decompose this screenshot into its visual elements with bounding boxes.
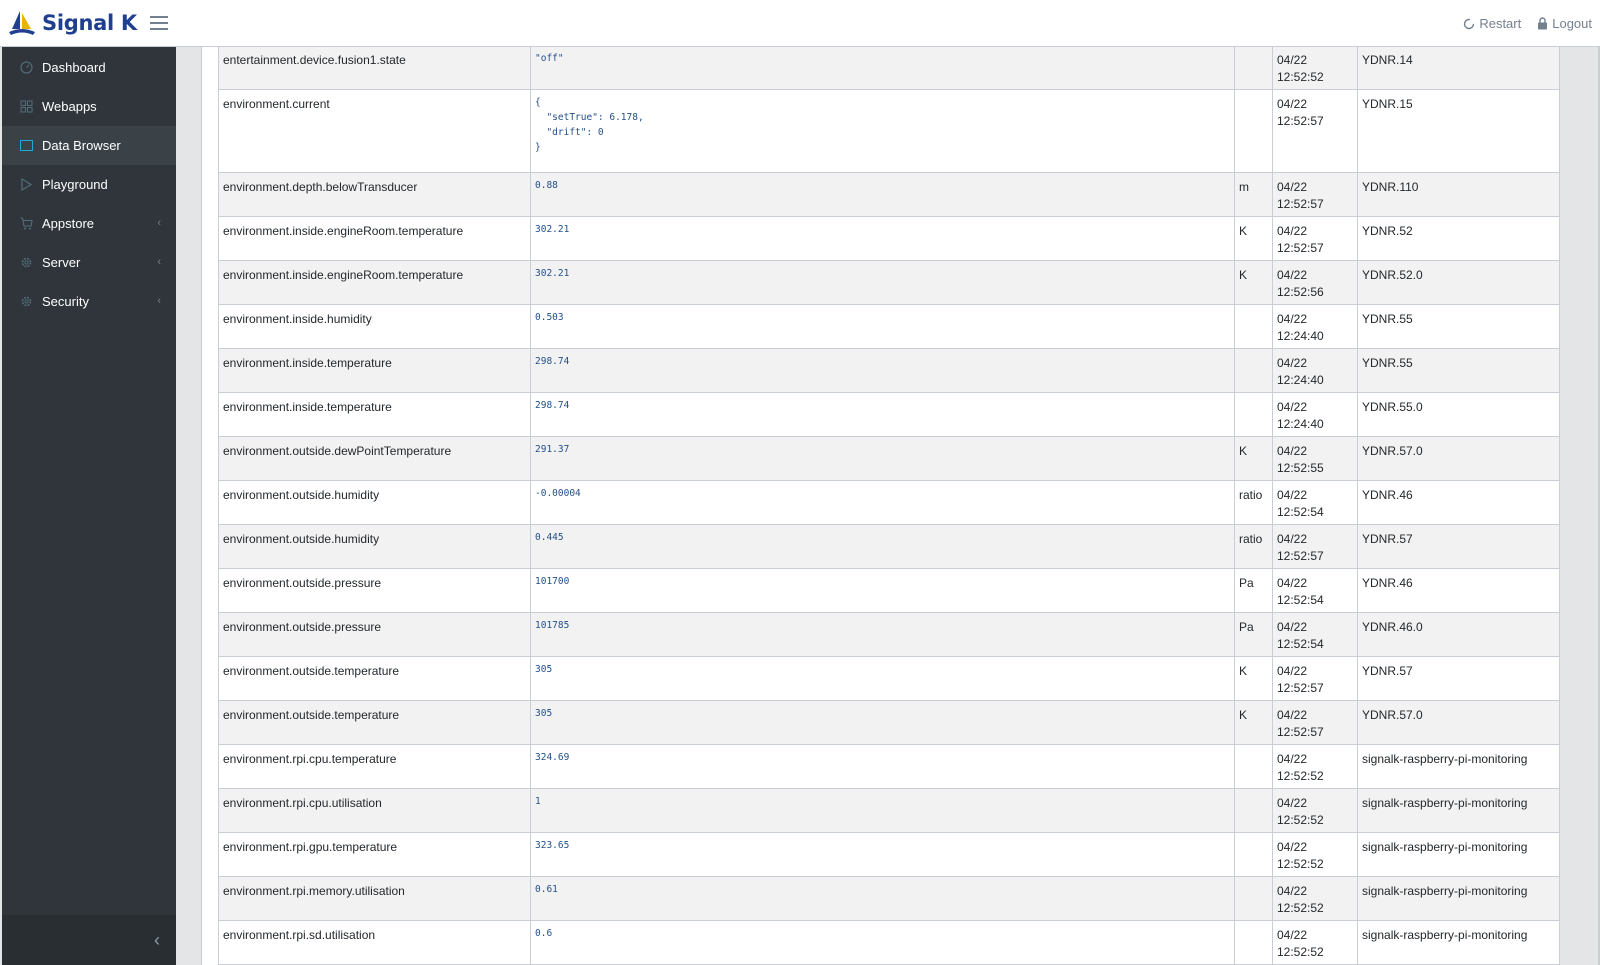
table-row	[219, 701, 1560, 745]
timestamp-date: 04/22	[1277, 180, 1308, 194]
source-cell: YDNR.15	[1358, 90, 1560, 173]
sidebar-item-server[interactable]	[2, 243, 176, 282]
value-cell: -0.00004	[531, 481, 1235, 525]
value-cell: 101700	[531, 569, 1235, 613]
path-cell: environment.outside.pressure	[219, 569, 531, 613]
path-cell: environment.rpi.cpu.utilisation	[219, 789, 531, 833]
timestamp-time: 12:52:56	[1277, 285, 1324, 299]
sidebar-item-label: Data Browser	[42, 138, 121, 153]
unit-cell: m	[1235, 173, 1273, 217]
restart-icon	[1463, 18, 1475, 30]
path-cell: environment.current	[219, 90, 531, 173]
signalk-logo-icon	[6, 8, 38, 38]
source-cell: YDNR.46.0	[1358, 613, 1560, 657]
timestamp-cell	[1273, 789, 1358, 833]
timestamp-date: 04/22	[1277, 268, 1308, 282]
timestamp-time: 12:24:40	[1277, 417, 1324, 431]
sidebar-item-appstore[interactable]	[2, 204, 176, 243]
timestamp-cell	[1273, 481, 1358, 525]
timestamp-date: 04/22	[1277, 752, 1308, 766]
path-cell: environment.inside.temperature	[219, 349, 531, 393]
timestamp-date: 04/22	[1277, 884, 1308, 898]
table-row	[219, 305, 1560, 349]
source-cell: YDNR.55	[1358, 305, 1560, 349]
path-cell: environment.inside.engineRoom.temperature	[219, 261, 531, 305]
sidebar-item-label: Security	[42, 294, 89, 309]
unit-cell: K	[1235, 657, 1273, 701]
timestamp-time: 12:52:52	[1277, 901, 1324, 915]
path-cell: environment.rpi.sd.utilisation	[219, 921, 531, 965]
table-row	[219, 657, 1560, 701]
path-cell: environment.rpi.gpu.temperature	[219, 833, 531, 877]
timestamp-time: 12:52:52	[1277, 813, 1324, 827]
timestamp-cell	[1273, 657, 1358, 701]
value-cell: { "setTrue": 6.178, "drift": 0 }	[531, 90, 1235, 173]
timestamp-cell	[1273, 833, 1358, 877]
sidebar-item-label: Server	[42, 255, 81, 270]
timestamp-time: 12:52:52	[1277, 70, 1324, 84]
timestamp-cell	[1273, 393, 1358, 437]
unit-cell	[1235, 47, 1273, 90]
timestamp-cell	[1273, 569, 1358, 613]
unit-cell	[1235, 349, 1273, 393]
timestamp-date: 04/22	[1277, 488, 1308, 502]
value-cell: 0.88	[531, 173, 1235, 217]
source-cell: YDNR.14	[1358, 47, 1560, 90]
grid-icon	[19, 100, 33, 114]
unit-cell: K	[1235, 701, 1273, 745]
lock-icon	[1537, 17, 1548, 30]
sidebar-minimizer-button[interactable]	[2, 915, 176, 965]
value-cell: 305	[531, 657, 1235, 701]
table-row	[219, 47, 1560, 90]
table-row	[219, 745, 1560, 789]
value-cell: 302.21	[531, 217, 1235, 261]
sidebar	[2, 47, 176, 965]
value-cell: 305	[531, 701, 1235, 745]
timestamp-date: 04/22	[1277, 928, 1308, 942]
timestamp-time: 12:52:57	[1277, 725, 1324, 739]
table-row	[219, 569, 1560, 613]
unit-cell: K	[1235, 261, 1273, 305]
timestamp-cell	[1273, 525, 1358, 569]
logout-label: Logout	[1552, 16, 1592, 31]
timestamp-cell	[1273, 701, 1358, 745]
unit-cell: ratio	[1235, 481, 1273, 525]
value-cell: 324.69	[531, 745, 1235, 789]
main-content	[176, 47, 1600, 965]
timestamp-cell	[1273, 90, 1358, 173]
timestamp-date: 04/22	[1277, 664, 1308, 678]
value-cell: 0.61	[531, 877, 1235, 921]
table-row	[219, 173, 1560, 217]
source-cell: YDNR.55.0	[1358, 393, 1560, 437]
chevron-left-icon: ‹	[157, 295, 161, 307]
timestamp-time: 12:52:57	[1277, 197, 1324, 211]
timestamp-time: 12:52:55	[1277, 461, 1324, 475]
path-cell: environment.rpi.cpu.temperature	[219, 745, 531, 789]
path-cell: environment.outside.pressure	[219, 613, 531, 657]
path-cell: environment.depth.belowTransducer	[219, 173, 531, 217]
play-icon	[19, 178, 33, 192]
source-cell: YDNR.57	[1358, 525, 1560, 569]
table-row	[219, 393, 1560, 437]
unit-cell: Pa	[1235, 613, 1273, 657]
timestamp-time: 12:52:52	[1277, 857, 1324, 871]
unit-cell: ratio	[1235, 525, 1273, 569]
unit-cell	[1235, 833, 1273, 877]
unit-cell	[1235, 393, 1273, 437]
data-browser-card	[201, 47, 1560, 965]
timestamp-date: 04/22	[1277, 400, 1308, 414]
source-cell: signalk-raspberry-pi-monitoring	[1358, 921, 1560, 965]
unit-cell	[1235, 305, 1273, 349]
timestamp-date: 04/22	[1277, 576, 1308, 590]
value-cell: 0.445	[531, 525, 1235, 569]
data-table	[218, 47, 1560, 965]
unit-cell	[1235, 789, 1273, 833]
unit-cell: Pa	[1235, 569, 1273, 613]
cart-icon	[19, 217, 33, 231]
unit-cell	[1235, 90, 1273, 173]
restart-button[interactable]	[1463, 16, 1521, 31]
value-cell: 101785	[531, 613, 1235, 657]
value-cell: 298.74	[531, 393, 1235, 437]
source-cell: signalk-raspberry-pi-monitoring	[1358, 745, 1560, 789]
source-cell: signalk-raspberry-pi-monitoring	[1358, 877, 1560, 921]
unit-cell: K	[1235, 437, 1273, 481]
timestamp-date: 04/22	[1277, 796, 1308, 810]
sidebar-item-label: Webapps	[42, 99, 97, 114]
timestamp-time: 12:52:52	[1277, 945, 1324, 959]
timestamp-cell	[1273, 173, 1358, 217]
timestamp-time: 12:52:57	[1277, 681, 1324, 695]
value-cell: 323.65	[531, 833, 1235, 877]
timestamp-cell	[1273, 305, 1358, 349]
timestamp-time: 12:24:40	[1277, 373, 1324, 387]
source-cell: YDNR.46	[1358, 569, 1560, 613]
table-row	[219, 921, 1560, 965]
value-cell: 1	[531, 789, 1235, 833]
source-cell: YDNR.52.0	[1358, 261, 1560, 305]
value-cell: 0.6	[531, 921, 1235, 965]
path-cell: environment.inside.engineRoom.temperature	[219, 217, 531, 261]
timestamp-cell	[1273, 47, 1358, 90]
speedometer-icon	[19, 61, 33, 75]
path-cell: environment.outside.temperature	[219, 701, 531, 745]
table-row	[219, 261, 1560, 305]
timestamp-time: 12:52:57	[1277, 114, 1324, 128]
value-cell: 298.74	[531, 349, 1235, 393]
path-cell: environment.outside.humidity	[219, 481, 531, 525]
logout-button[interactable]	[1537, 16, 1592, 31]
table-row	[219, 525, 1560, 569]
path-cell: environment.inside.temperature	[219, 393, 531, 437]
timestamp-date: 04/22	[1277, 840, 1308, 854]
path-cell: environment.rpi.memory.utilisation	[219, 877, 531, 921]
timestamp-date: 04/22	[1277, 444, 1308, 458]
gear-icon	[19, 295, 33, 309]
table-row	[219, 437, 1560, 481]
table-row	[219, 833, 1560, 877]
sidebar-item-dashboard[interactable]	[2, 48, 176, 87]
table-row	[219, 349, 1560, 393]
unit-cell	[1235, 877, 1273, 921]
timestamp-cell	[1273, 261, 1358, 305]
sidebar-item-webapps[interactable]	[2, 87, 176, 126]
source-cell: YDNR.110	[1358, 173, 1560, 217]
timestamp-date: 04/22	[1277, 53, 1308, 67]
source-cell: signalk-raspberry-pi-monitoring	[1358, 833, 1560, 877]
timestamp-cell	[1273, 437, 1358, 481]
unit-cell	[1235, 921, 1273, 965]
value-cell: 302.21	[531, 261, 1235, 305]
sidebar-item-label: Dashboard	[42, 60, 106, 75]
table-row	[219, 481, 1560, 525]
table-row	[219, 877, 1560, 921]
timestamp-time: 12:52:54	[1277, 637, 1324, 651]
timestamp-cell	[1273, 877, 1358, 921]
brand-logo[interactable]	[0, 0, 150, 47]
timestamp-date: 04/22	[1277, 224, 1308, 238]
unit-cell	[1235, 745, 1273, 789]
path-cell: entertainment.device.fusion1.state	[219, 47, 531, 90]
table-row	[219, 789, 1560, 833]
gear-icon	[19, 256, 33, 270]
source-cell: YDNR.57.0	[1358, 437, 1560, 481]
chevron-left-icon: ‹	[157, 217, 161, 229]
folder-icon	[19, 139, 33, 153]
timestamp-cell	[1273, 349, 1358, 393]
table-row	[219, 217, 1560, 261]
value-cell: 291.37	[531, 437, 1235, 481]
path-cell: environment.outside.temperature	[219, 657, 531, 701]
timestamp-time: 12:52:54	[1277, 505, 1324, 519]
sidebar-item-security[interactable]	[2, 282, 176, 321]
timestamp-cell	[1273, 613, 1358, 657]
sidebar-item-label: Playground	[42, 177, 108, 192]
timestamp-time: 12:52:52	[1277, 769, 1324, 783]
chevron-left-icon: ‹	[157, 256, 161, 268]
path-cell: environment.outside.humidity	[219, 525, 531, 569]
timestamp-time: 12:52:57	[1277, 549, 1324, 563]
timestamp-time: 12:52:54	[1277, 593, 1324, 607]
timestamp-time: 12:52:57	[1277, 241, 1324, 255]
table-row	[219, 613, 1560, 657]
timestamp-date: 04/22	[1277, 356, 1308, 370]
unit-cell: K	[1235, 217, 1273, 261]
source-cell: YDNR.57	[1358, 657, 1560, 701]
menu-toggle-icon[interactable]	[150, 16, 168, 30]
path-cell: environment.outside.dewPointTemperature	[219, 437, 531, 481]
source-cell: YDNR.57.0	[1358, 701, 1560, 745]
timestamp-date: 04/22	[1277, 312, 1308, 326]
sidebar-item-playground[interactable]	[2, 165, 176, 204]
app-header	[0, 0, 1600, 47]
source-cell: signalk-raspberry-pi-monitoring	[1358, 789, 1560, 833]
table-row	[219, 90, 1560, 173]
value-cell: 0.503	[531, 305, 1235, 349]
restart-label: Restart	[1479, 16, 1522, 31]
sidebar-item-data-browser[interactable]	[2, 126, 176, 165]
timestamp-time: 12:24:40	[1277, 329, 1324, 343]
sidebar-item-label: Appstore	[42, 216, 95, 231]
value-cell: "off"	[531, 47, 1235, 90]
timestamp-date: 04/22	[1277, 532, 1308, 546]
source-cell: YDNR.52	[1358, 217, 1560, 261]
timestamp-cell	[1273, 921, 1358, 965]
timestamp-date: 04/22	[1277, 708, 1308, 722]
source-cell: YDNR.46	[1358, 481, 1560, 525]
source-cell: YDNR.55	[1358, 349, 1560, 393]
brand-name: Signal K	[42, 11, 137, 35]
timestamp-date: 04/22	[1277, 620, 1308, 634]
chevron-left-icon: ‹	[154, 929, 160, 950]
path-cell: environment.inside.humidity	[219, 305, 531, 349]
timestamp-cell	[1273, 745, 1358, 789]
timestamp-cell	[1273, 217, 1358, 261]
timestamp-date: 04/22	[1277, 97, 1308, 111]
